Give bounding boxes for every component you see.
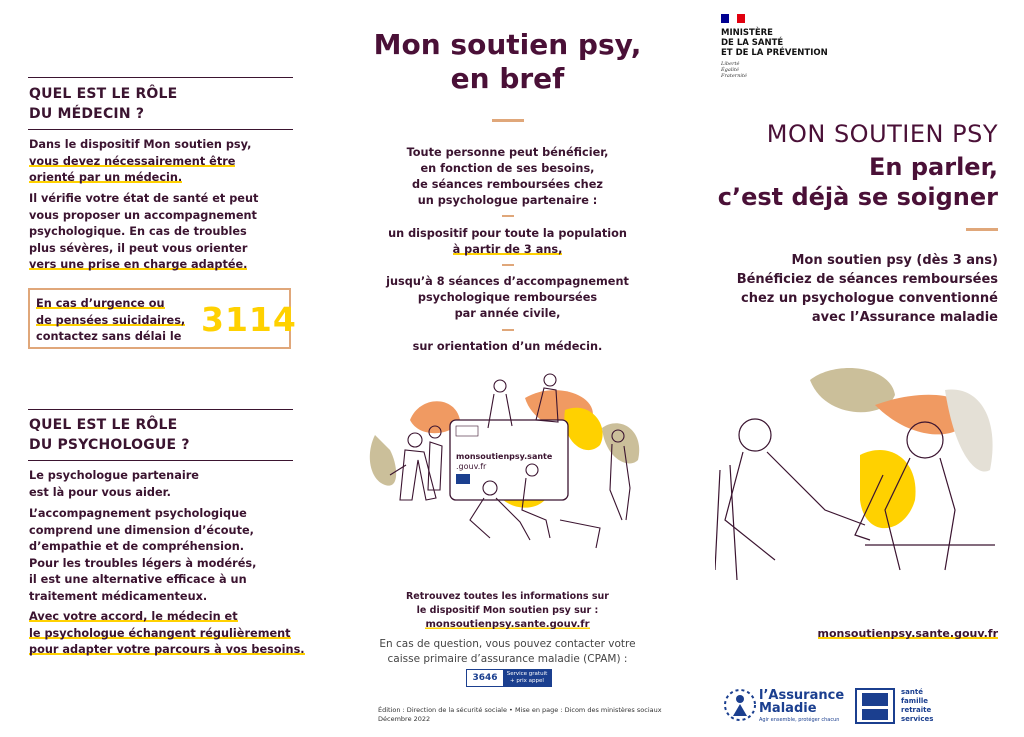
- screen-url-suffix: .gouv.fr: [456, 462, 487, 471]
- cover-slogan: En parler, c’est déjà se soigner: [717, 153, 998, 211]
- shape-olive: [602, 423, 639, 463]
- summary-title: Mon soutien psy, en bref: [373, 28, 642, 95]
- french-flag-icon: [721, 14, 745, 23]
- screen-url: monsoutienpsy.sante: [456, 452, 553, 461]
- accent-dash: [502, 329, 514, 331]
- assurance-maladie-tagline: Agir ensemble, protéger chacun: [759, 717, 840, 723]
- info-url[interactable]: monsoutienpsy.sante.gouv.fr: [425, 619, 590, 630]
- consultation-illustration: [715, 360, 1005, 585]
- summary-item-population: un dispositif pour toute la population à partir de 3 ans,: [388, 227, 627, 256]
- psychologist-paragraph-2: L’accompagnement psychologique comprend une dimension d’écoute, d’empathie et de compréhension. Pour les troubles légers à modérés, il est une alternative efficace à un traitement médicamenteux.: [29, 507, 257, 603]
- people-illustration: [360, 370, 660, 570]
- edition-note: Édition : Direction de la sécurité sociale • Mise en page : Dicom des ministères sociaux Décembre 2022: [378, 706, 662, 723]
- doctor-paragraph-1: Dans le dispositif Mon soutien psy, vous devez nécessairement être orienté par un médecin.: [29, 138, 252, 184]
- shape-yellow: [564, 408, 602, 450]
- panel-summary: [330, 0, 685, 737]
- msa-text: santé famille retraite services: [901, 688, 934, 723]
- am-mini-logo: [456, 474, 470, 484]
- emergency-text: En cas d’urgence ou de pensées suicidaires, contactez sans délai le: [36, 297, 186, 343]
- assurance-maladie-logo: [723, 688, 845, 726]
- divider: [28, 409, 293, 410]
- phone-number: 3646: [472, 673, 498, 683]
- accent-dash: [502, 264, 514, 266]
- doctor-role-heading: QUEL EST LE RÔLE DU MÉDECIN ?: [29, 86, 178, 122]
- cover-subtitle: Mon soutien psy (dès 3 ans) Bénéficiez de séances remboursées chez un psychologue conventionné avec l’Assurance maladie: [736, 253, 998, 325]
- shape-yellow: [860, 450, 916, 528]
- emergency-box: [28, 288, 297, 349]
- summary-intro: Toute personne peut bénéficier, en fonction de ses besoins, de séances remboursées chez un psychologue partenaire :: [406, 146, 609, 207]
- doctor-paragraph-2: Il vérifie votre état de santé et peut vous proposer un accompagnement psychologique. En cas de troubles plus sévères, il peut vous orienter vers une prise en charge adaptée.: [29, 192, 259, 271]
- panel-cover: [685, 0, 1024, 737]
- divider: [28, 77, 293, 78]
- msa-logo: [855, 688, 895, 724]
- cover-url[interactable]: monsoutienpsy.sante.gouv.fr: [817, 627, 998, 640]
- divider: [28, 460, 293, 461]
- psychologist-paragraph-3: Avec votre accord, le médecin et le psychologue échangent régulièrement pour adapter votre parcours à vos besoins.: [29, 610, 305, 656]
- gov-logo: [456, 426, 478, 436]
- emergency-number: 3114: [201, 300, 297, 339]
- psychologist-paragraph-1: Le psychologue partenaire est là pour vous aider.: [29, 469, 199, 499]
- cover-title: MON SOUTIEN PSY: [766, 120, 998, 148]
- panel-doctor-psychologist: [0, 0, 330, 737]
- divider: [28, 129, 293, 130]
- assurance-maladie-icon: [723, 688, 757, 722]
- summary-item-sessions: jusqu’à 8 séances d’accompagnement psychologique remboursées par année civile,: [386, 275, 629, 320]
- info-block: Retrouvez toutes les informations sur le dispositif Mon soutien psy sur :: [405, 591, 609, 616]
- psychologist-role-heading: QUEL EST LE RÔLE DU PSYCHOLOGUE ?: [29, 417, 190, 453]
- phone-note: Service gratuit + prix appel: [503, 670, 551, 686]
- accent-dash: [966, 228, 998, 231]
- accent-dash: [492, 119, 524, 122]
- republic-motto: Liberté Égalité Fraternité: [721, 61, 747, 79]
- assurance-maladie-wordmark: l’Assurance Maladie: [759, 688, 845, 716]
- phone-badge[interactable]: [466, 669, 552, 687]
- cpam-note: En cas de question, vous pouvez contacter votre caisse primaire d’assurance maladie (CPAM) :: [379, 638, 636, 665]
- summary-item-orientation: sur orientation d’un médecin.: [412, 340, 603, 353]
- accent-dash: [502, 215, 514, 217]
- ministry-logo-text: MINISTÈRE DE LA SANTÉ ET DE LA PRÉVENTION: [721, 28, 828, 58]
- shape-olive: [370, 435, 396, 486]
- consultation-drawing: [715, 419, 995, 580]
